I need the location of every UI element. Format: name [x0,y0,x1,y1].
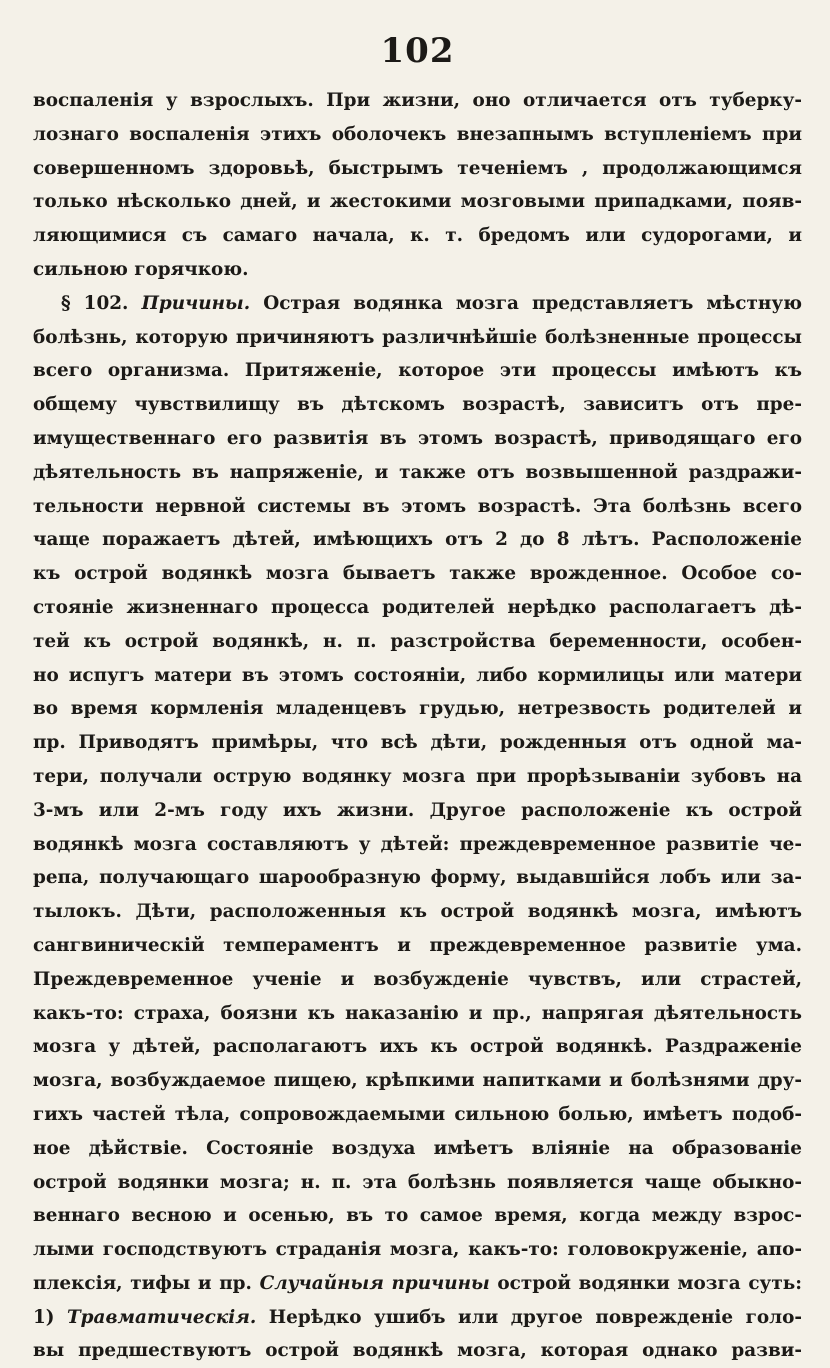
text-line: болѣзнь, которую причиняютъ различнѣйшіе болѣзненные процессы [33,326,802,348]
text-line: гихъ частей тѣла, сопровождаемыми сильною болью, имѣетъ подоб- [33,1103,802,1125]
page-number: 102 [380,31,455,71]
italic-term: Случайныя причины [259,1272,490,1294]
text-line: пр. Приводятъ примѣры, что всѣ дѣти, рожденныя отъ одной ма- [33,732,802,754]
paragraph-1 [33,84,802,287]
text-line: чаще поражаетъ дѣтей, имѣющихъ отъ 2 до 8 лѣтъ. Расположеніе [33,529,802,551]
text-line: острой водянки мозга; н. п. эта болѣзнь появляется чаще обыкно- [33,1171,802,1193]
text-line: мозга, возбуждаемое пищею, крѣпкими напитками и болѣзнями дру- [33,1070,802,1092]
text-line: лыми господствуютъ страданія мозга, какъ-то: головокруженіе, апо- [33,1239,802,1261]
text-line: дѣятельность въ напряженіе, и также отъ возвышенной раздражи- [33,461,802,483]
text-line: лознаго воспаленія этихъ оболочекъ внезапнымъ вступленіемъ при [33,123,802,145]
text-line: стояніе жизненнаго процесса родителей нерѣдко располагаетъ дѣ- [33,596,802,618]
text-line: репа, получающаго шарообразную форму, выдавшійся лобъ или за- [33,867,802,889]
text-line: 3-мъ или 2-мъ году ихъ жизни. Другое расположеніе къ острой [33,799,802,821]
text-line: во время кормленія младенцевъ грудью, нетрезвость родителей и [33,698,802,720]
text-line: ное дѣйствіе. Состояніе воздуха имѣетъ вліяніе на образованіе [33,1137,802,1159]
section-number: § 102. [61,292,142,314]
text-line: тей къ острой водянкѣ, н. п. разстройства беременности, особен- [33,630,802,652]
section-heading-line: § 102. Причины. Острая водянка мозга представляетъ мѣстную [61,292,802,314]
text-line: тери, получали острую водянку мозга при прорѣзываніи зубовъ на [33,765,802,787]
text-line: какъ-то: страха, боязни къ наказанію и пр., напрягая дѣятельность [33,1002,802,1024]
text-line: тельности нервной системы въ этомъ возрастѣ. Эта болѣзнь всего [33,495,802,517]
text-line: мозга у дѣтей, располагаютъ ихъ къ острой водянкѣ. Раздраженіе [33,1036,802,1058]
text-line: только нѣсколько дней, и жестокими мозговыми припадками, появ- [33,191,802,213]
text-line: водянкѣ мозга составляютъ у дѣтей: преждевременное развитіе че- [33,833,802,855]
text-line: 1) Травматическія. Нерѣдко ушибъ или другое поврежденіе голо- [33,1306,802,1328]
italic-term: Травматическія. [67,1306,257,1328]
text-line: но испугъ матери въ этомъ состояніи, либо кормилицы или матери [33,664,802,686]
text-line: совершенномъ здоровьѣ, быстрымъ теченіемъ , продолжающимся [33,157,802,179]
text-line: сильною горячкою. [33,258,249,280]
text-line: тылокъ. Дѣти, расположенныя къ острой водянкѣ мозга, имѣютъ [33,901,802,923]
text-line: общему чувствилищу въ дѣтскомъ возрастѣ, зависитъ отъ пре- [33,394,802,416]
text-line: ляющимися съ самаго начала, к. т. бредомъ или судорогами, и [33,225,802,247]
text-line: Преждевременное ученіе и возбужденіе чувствъ, или страстей, [33,968,802,990]
text-line: плексія, тифы и пр. Случайныя причины острой водянки мозга суть: [33,1272,802,1294]
text-line: сангвиническій темпераментъ и преждевременное развитіе ума. [33,934,802,956]
text-line: къ острой водянкѣ мозга бываетъ также врожденное. Особое со- [33,563,802,585]
paragraph-2 [33,287,802,1368]
text-line: имущественнаго его развитія въ этомъ возрастѣ, приводящаго его [33,427,802,449]
text-line: вы предшествуютъ острой водянкѣ мозга, которая однако разви- [33,1340,802,1362]
text-line: веннаго весною и осенью, въ то самое время, когда между взрос- [33,1205,802,1227]
text-line: воспаленія у взрослыхъ. При жизни, оно отличается отъ туберку- [33,90,802,111]
text-line: всего организма. Притяженіе, которое эти процессы имѣютъ къ [33,360,802,382]
section-title: Причины. [141,292,251,314]
